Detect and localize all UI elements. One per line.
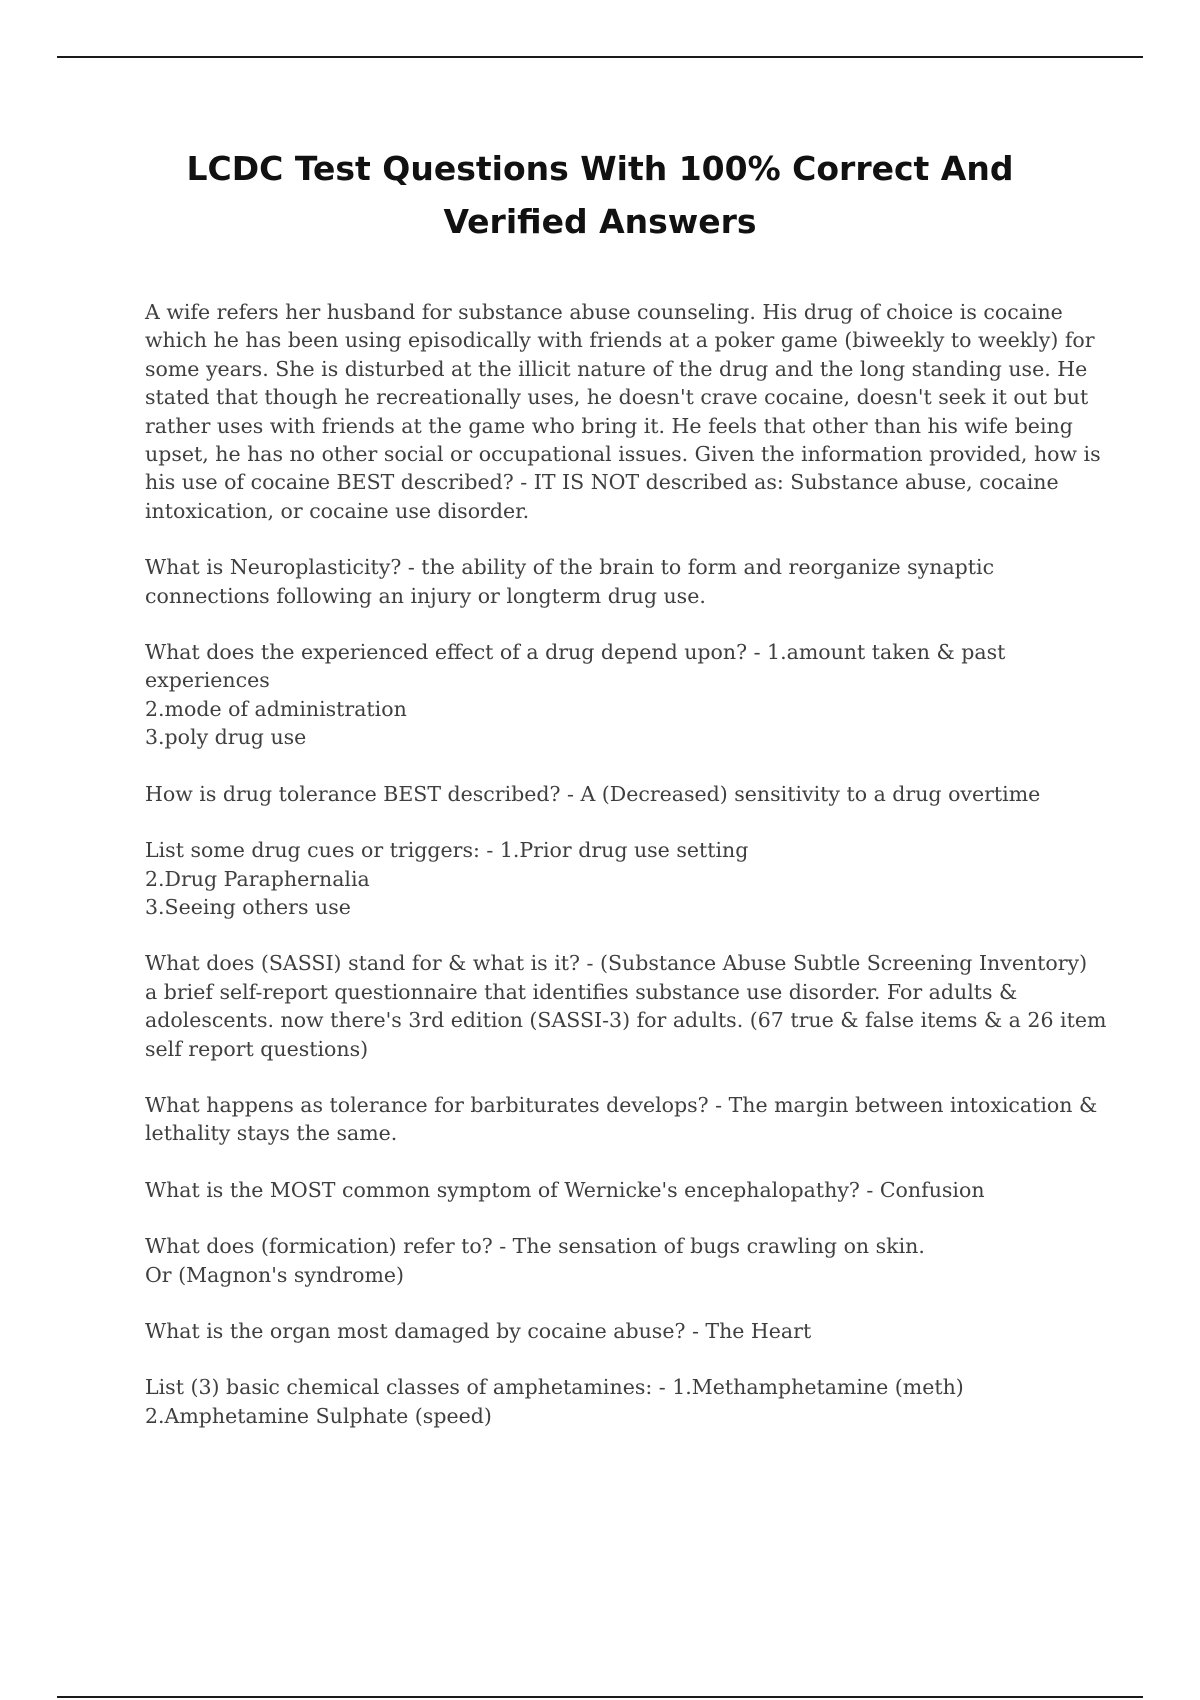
footer-rule	[57, 1696, 1143, 1698]
text-line: rather uses with friends at the game who bring it. He feels that other than his wife being	[145, 413, 1073, 438]
text-line: What is the MOST common symptom of Wernicke's encephalopathy? - Confusion	[145, 1177, 985, 1202]
text-line: stated that though he recreationally uses, he doesn't crave cocaine, doesn't seek it out but	[145, 385, 1089, 410]
text-line: List some drug cues or triggers: - 1.Prior drug use setting	[145, 838, 749, 863]
qa-block	[145, 638, 1090, 752]
qa-block	[145, 1091, 1098, 1148]
text-line: What is Neuroplasticity? - the ability of the brain to form and reorganize synaptic	[145, 555, 995, 580]
text-line: What happens as tolerance for barbiturates develops? - The margin between intoxication &	[145, 1092, 1098, 1117]
text-line: How is drug tolerance BEST described? - A (Decreased) sensitivity to a drug overtime	[145, 781, 1041, 806]
text-line: his use of cocaine BEST described? - IT IS NOT described as: Substance abuse, cocaine	[145, 470, 1059, 495]
qa-block	[145, 1176, 1090, 1204]
document-title	[100, 142, 1100, 248]
title-line: LCDC Test Questions With 100% Correct And	[186, 149, 1014, 188]
text-line: some years. She is disturbed at the illicit nature of the drug and the long standing use. He	[145, 356, 1088, 381]
qa-block	[145, 1317, 1090, 1345]
qa-block	[145, 836, 1090, 921]
qa-block	[145, 1232, 1090, 1289]
text-line: Or (Magnon's syndrome)	[145, 1262, 405, 1287]
text-line: lethality stays the same.	[145, 1121, 398, 1146]
qa-block	[145, 780, 1090, 808]
text-line: 2.mode of administration	[145, 696, 407, 721]
text-line: 2.Amphetamine Sulphate (speed)	[145, 1403, 492, 1428]
text-line: upset, he has no other social or occupational issues. Given the information provided, how is	[145, 442, 1101, 467]
text-line: A wife refers her husband for substance abuse counseling. His drug of choice is cocaine	[145, 300, 1063, 324]
qa-block	[145, 1373, 1090, 1430]
text-line: List (3) basic chemical classes of amphetamines: - 1.Methamphetamine (meth)	[145, 1375, 964, 1400]
text-line: What does (SASSI) stand for & what is it? - (Substance Abuse Subtle Screening Inventory)	[145, 951, 1088, 976]
header-rule	[57, 56, 1143, 58]
qa-block	[145, 553, 1090, 610]
text-line: What is the organ most damaged by cocaine abuse? - The Heart	[145, 1318, 812, 1343]
document-body	[145, 298, 1107, 1458]
text-line: 2.Drug Paraphernalia	[145, 866, 370, 891]
text-line: 3.Seeing others use	[145, 894, 351, 919]
text-line: self report questions)	[145, 1036, 369, 1061]
title-line: Verified Answers	[443, 202, 757, 241]
text-line: experiences	[145, 668, 270, 693]
text-line: a brief self-report questionnaire that identifies substance use disorder. For adults &	[145, 979, 1018, 1004]
text-line: which he has been using episodically with friends at a poker game (biweekly to weekly) for	[145, 328, 1095, 353]
qa-block	[145, 298, 1101, 525]
text-line: connections following an injury or longterm drug use.	[145, 583, 706, 608]
text-line: What does (formication) refer to? - The sensation of bugs crawling on skin.	[145, 1234, 925, 1259]
text-line: adolescents. now there's 3rd edition (SASSI-3) for adults. (67 true & false items & a 26 item	[145, 1008, 1107, 1033]
text-line: What does the experienced effect of a drug depend upon? - 1.amount taken & past	[145, 640, 1006, 665]
text-line: intoxication, or cocaine use disorder.	[145, 498, 530, 523]
qa-block	[145, 949, 1107, 1063]
text-line: 3.poly drug use	[145, 725, 307, 750]
